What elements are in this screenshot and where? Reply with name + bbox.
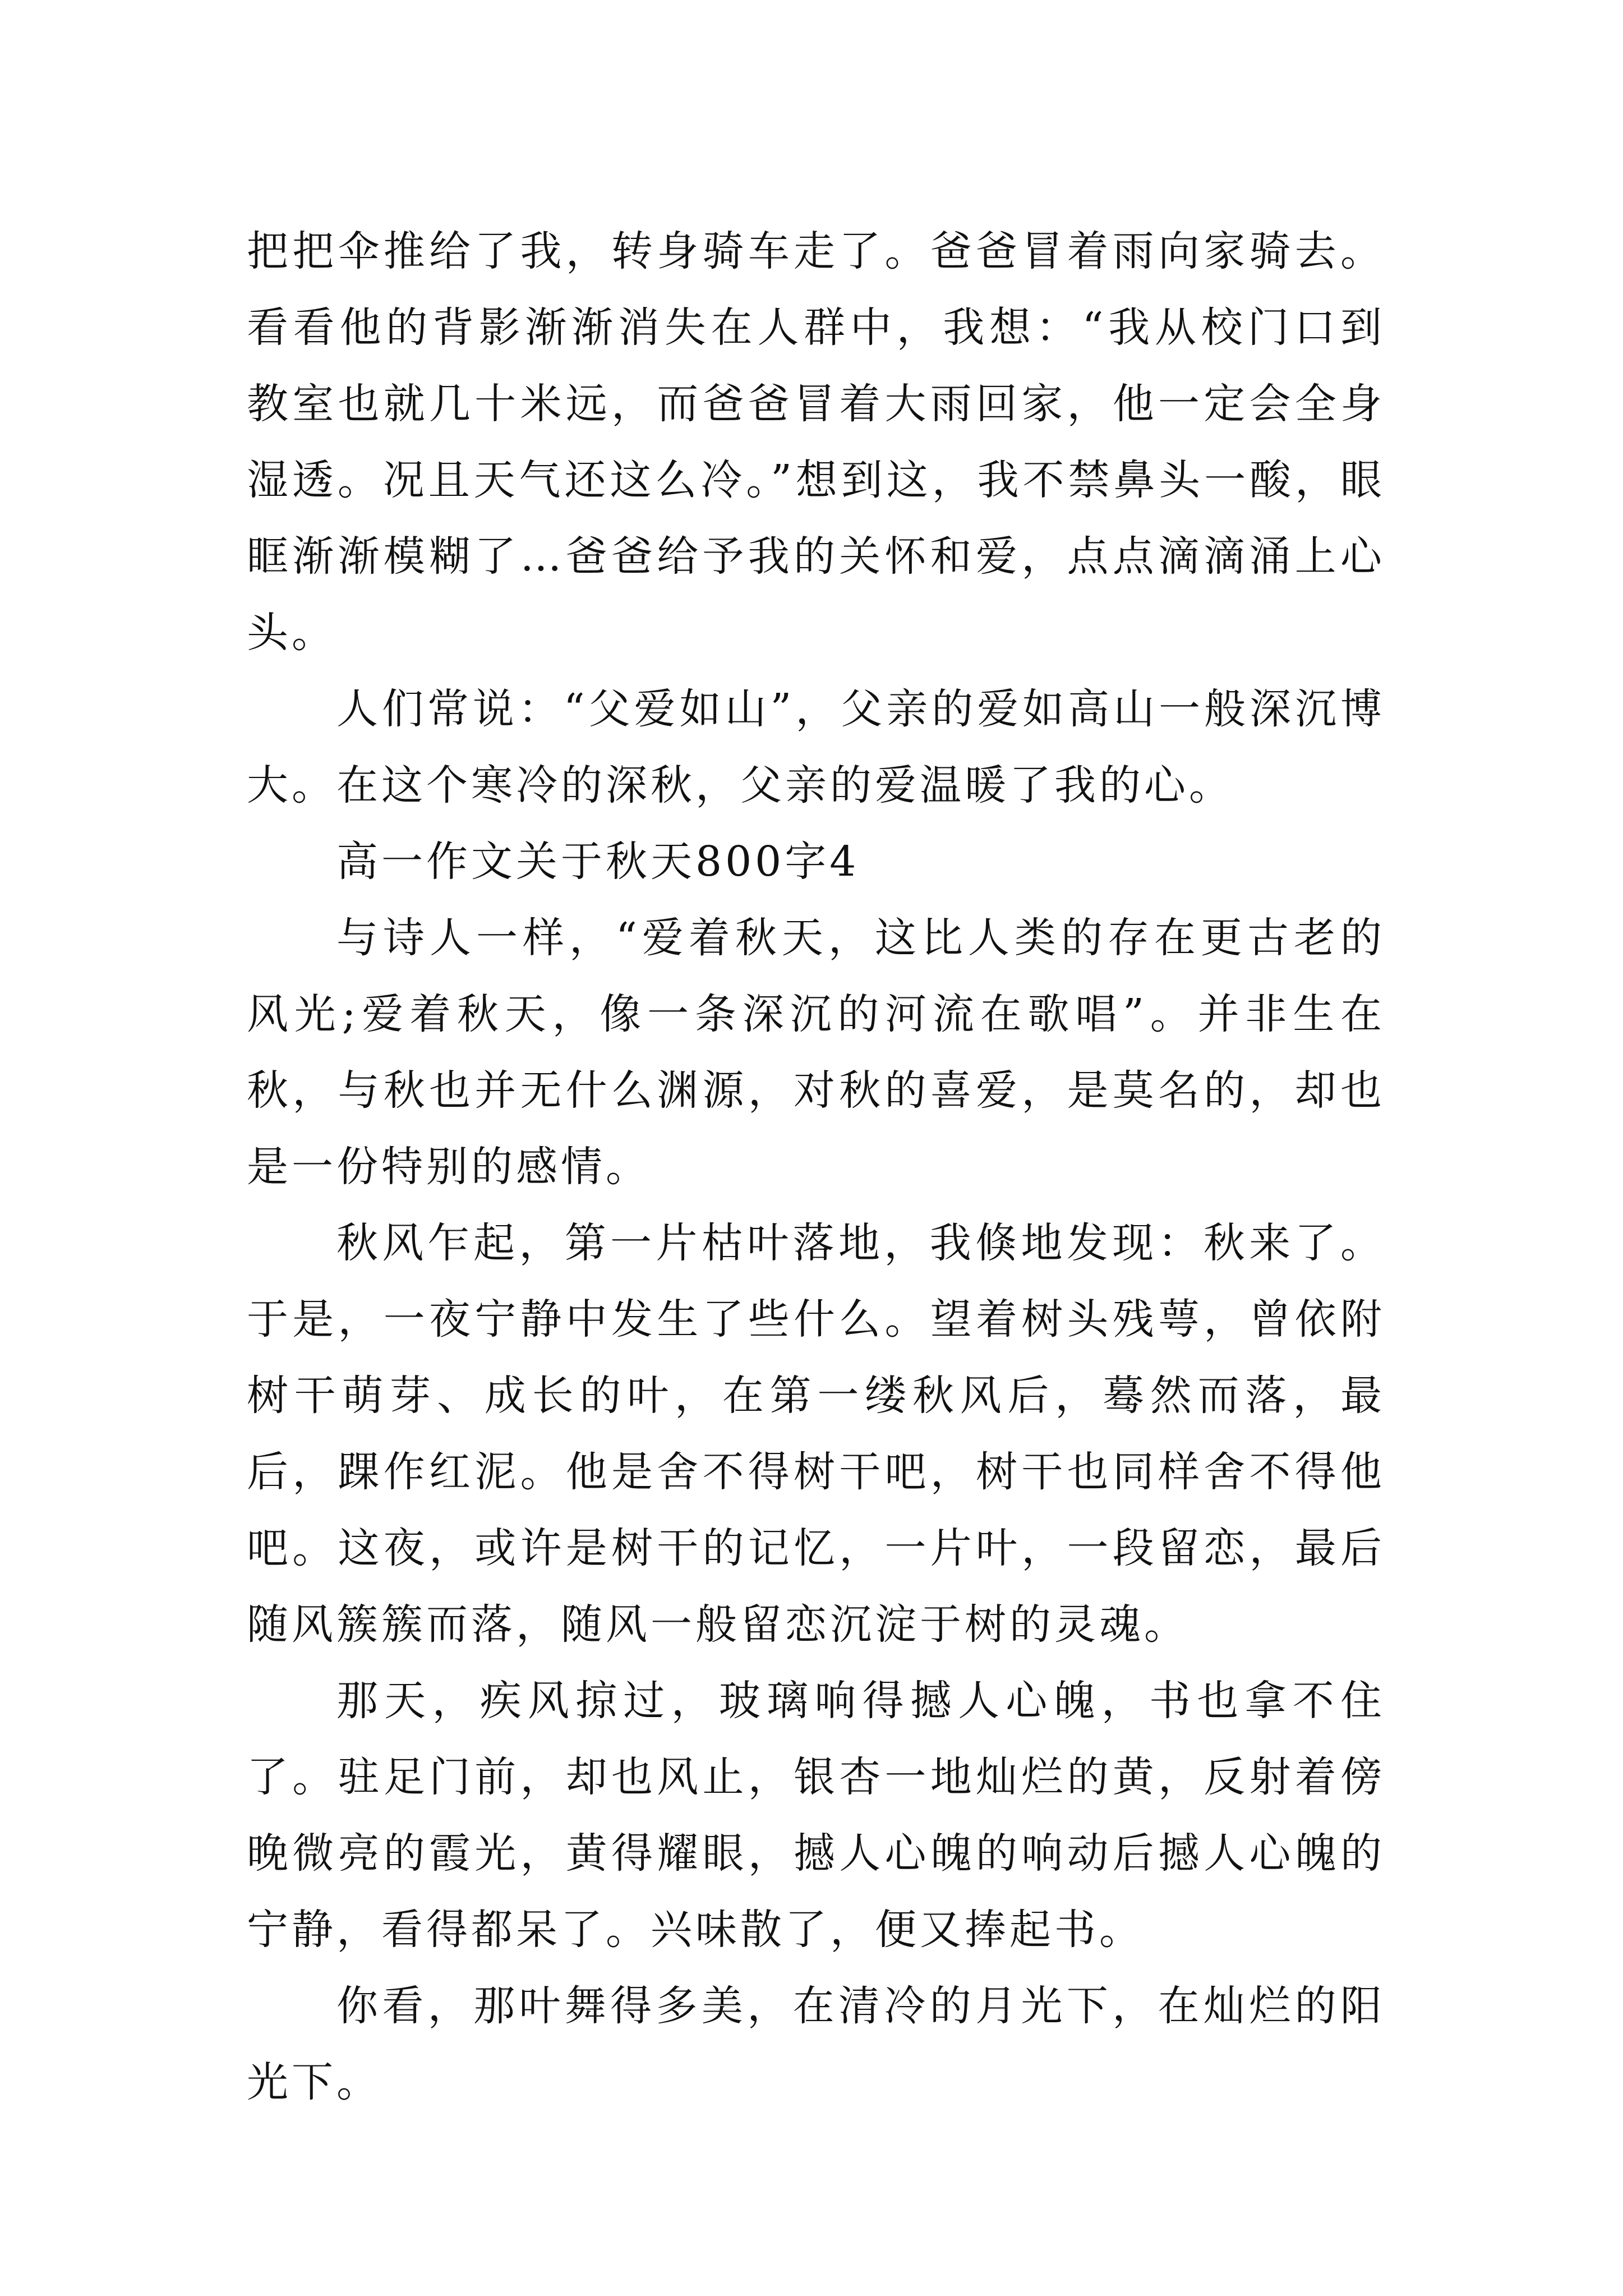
section-heading: 高一作文关于秋天800字4 — [336, 838, 860, 886]
paragraph-6: 你看，那叶舞得多美，在清冷的月光下，在灿烂的阳光下。 — [247, 1982, 1385, 2106]
paragraph-5: 那天，疾风掠过，玻璃响得撼人心魄，书也拿不住了。驻足门前，却也风止，银杏一地灿烂的黄，反射着傍晚微亮的霞光，黄得耀眼，撼人心魄的响动后撼人心魄的宁静，看得都呆了。兴味散了，便又捧起书。 — [247, 1677, 1385, 1954]
paragraph-4: 秋风乍起，第一片枯叶落地，我倏地发现：秋来了。于是，一夜宁静中发生了些什么。望着树头残萼，曾依附树干萌芽、成长的叶，在第一缕秋风后，蓦然而落，最后，踝作红泥。他是舍不得树干吧，树干也同样舍不得他吧。这夜，或许是树干的记忆，一片叶，一段留恋，最后随风簇簇而落，随风一般留恋沉淀于树的灵魂。 — [247, 1219, 1385, 1649]
document-body — [247, 213, 1385, 2120]
paragraph-2: 人们常说：“父爱如山”，父亲的爱如高山一般深沉博大。在这个寒冷的深秋，父亲的爱温暖了我的心。 — [247, 685, 1385, 809]
paragraph-3: 与诗人一样，“爱着秋天，这比人类的存在更古老的风光;爱着秋天，像一条深沉的河流在歌唱”。并非生在秋，与秋也并无什么渊源，对秋的喜爱，是莫名的，却也是一份特别的感情。 — [247, 914, 1385, 1191]
paragraph-1: 把把伞推给了我，转身骑车走了。爸爸冒着雨向家骑去。看看他的背影渐渐消失在人群中，我想：“我从校门口到教室也就几十米远，而爸爸冒着大雨回家，他一定会全身湿透。况且天气还这么冷。”想到这，我不禁鼻头一酸，眼眶渐渐模糊了…爸爸给予我的关怀和爱，点点滴滴涌上心头。 — [247, 227, 1385, 657]
